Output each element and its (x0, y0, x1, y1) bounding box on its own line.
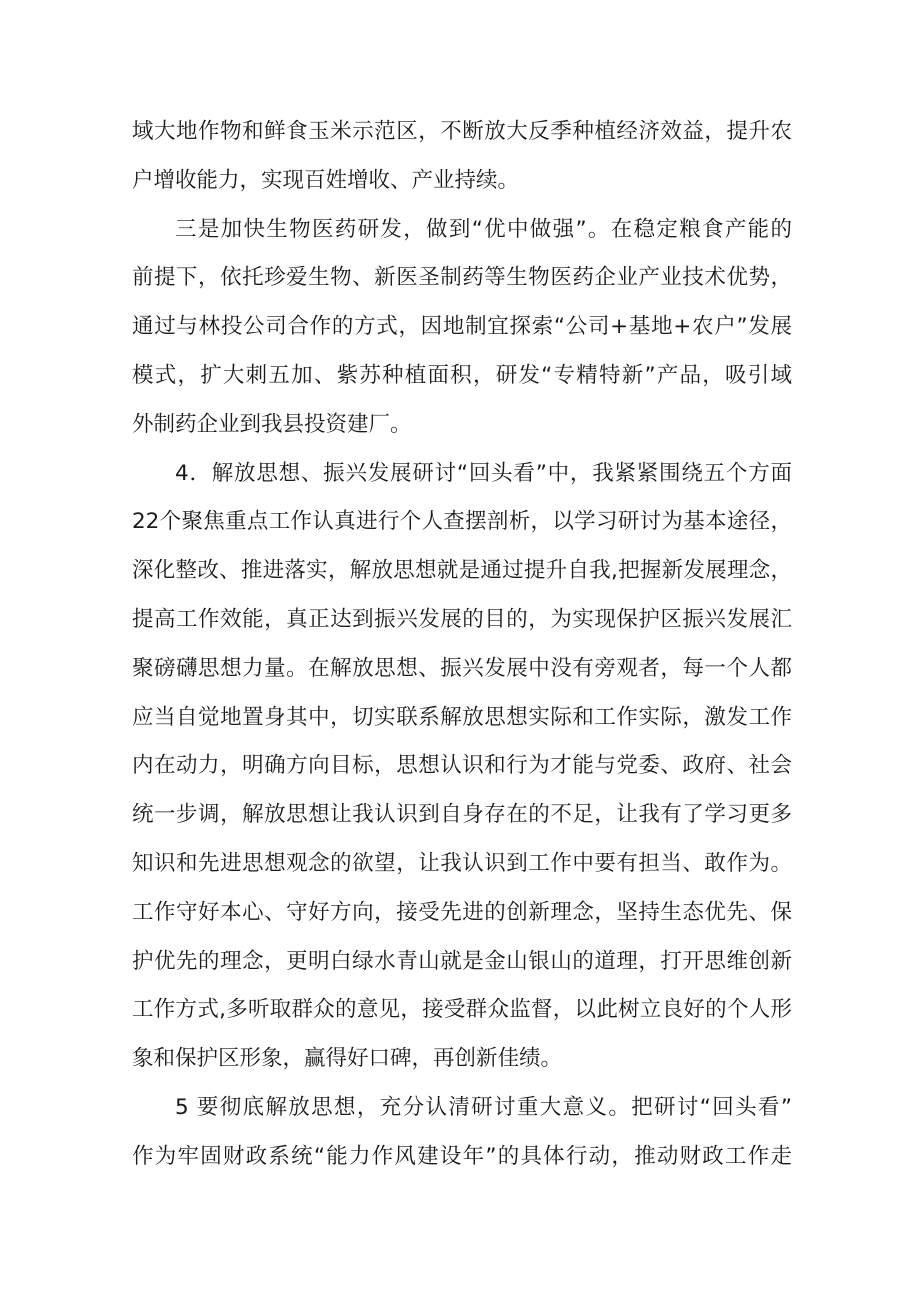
text-line: 工作方式,多听取群众的意见，接受群众监督，以此树立良好的个人形 (132, 997, 792, 1023)
text-line: 模式，扩大刺五加、紫苏种植面积，研发“专精特新”产品，吸引域 (132, 362, 792, 388)
text-line: 护优先的理念，更明白绿水青山就是金山银山的道理，打开思维创新 (132, 948, 792, 974)
text-line: 通过与林投公司合作的方式，因地制宜探索“公司+基地+农户”发展 (132, 314, 792, 340)
text-line: 三是加快生物医药研发，做到“优中做强”。在稳定粮食产能的 (175, 216, 792, 242)
text-line: 深化整改、推进落实，解放思想就是通过提升自我,把握新发展理念， (132, 558, 792, 584)
text-line: 作为牢固财政系统“能力作风建设年”的具体行动，推动财政工作走 (132, 1143, 792, 1169)
text-line: 前提下，依托珍爱生物、新医圣制药等生物医药企业产业技术优势， (132, 265, 792, 291)
text-line: 统一步调，解放思想让我认识到自身存在的不足，让我有了学习更多 (132, 802, 792, 828)
text-line: 外制药企业到我县投资建厂。 (132, 411, 412, 437)
text-line: 提高工作效能，真正达到振兴发展的目的，为实现保护区振兴发展汇 (132, 606, 792, 632)
text-line: 应当自觉地置身其中，切实联系解放思想实际和工作实际，激发工作 (132, 704, 792, 730)
text-line: 内在动力，明确方向目标，思想认识和行为才能与党委、政府、社会 (132, 753, 792, 779)
text-line: 4．解放思想、振兴发展研讨“回头看”中，我紧紧围绕五个方面 (175, 460, 792, 486)
text-line: 工作守好本心、守好方向，接受先进的创新理念，坚持生态优先、保 (132, 899, 792, 925)
text-line: 聚磅礴思想力量。在解放思想、振兴发展中没有旁观者，每一个人都 (132, 655, 792, 681)
text-line: 户增收能力，实现百姓增收、产业持续。 (132, 167, 520, 193)
text-line: 知识和先进思想观念的欲望，让我认识到工作中要有担当、敢作为。 (132, 850, 792, 876)
text-line: 域大地作物和鲜食玉米示范区，不断放大反季种植经济效益，提升农 (132, 119, 792, 144)
text-line: 5 要彻底解放思想，充分认清研讨重大意义。把研讨“回头看” (175, 1094, 792, 1120)
text-line: 22个聚焦重点工作认真进行个人查摆剖析，以学习研讨为基本途径， (132, 509, 792, 535)
document-body (132, 108, 792, 1182)
text-line: 象和保护区形象，赢得好口碑，再创新佳绩。 (132, 1046, 563, 1072)
